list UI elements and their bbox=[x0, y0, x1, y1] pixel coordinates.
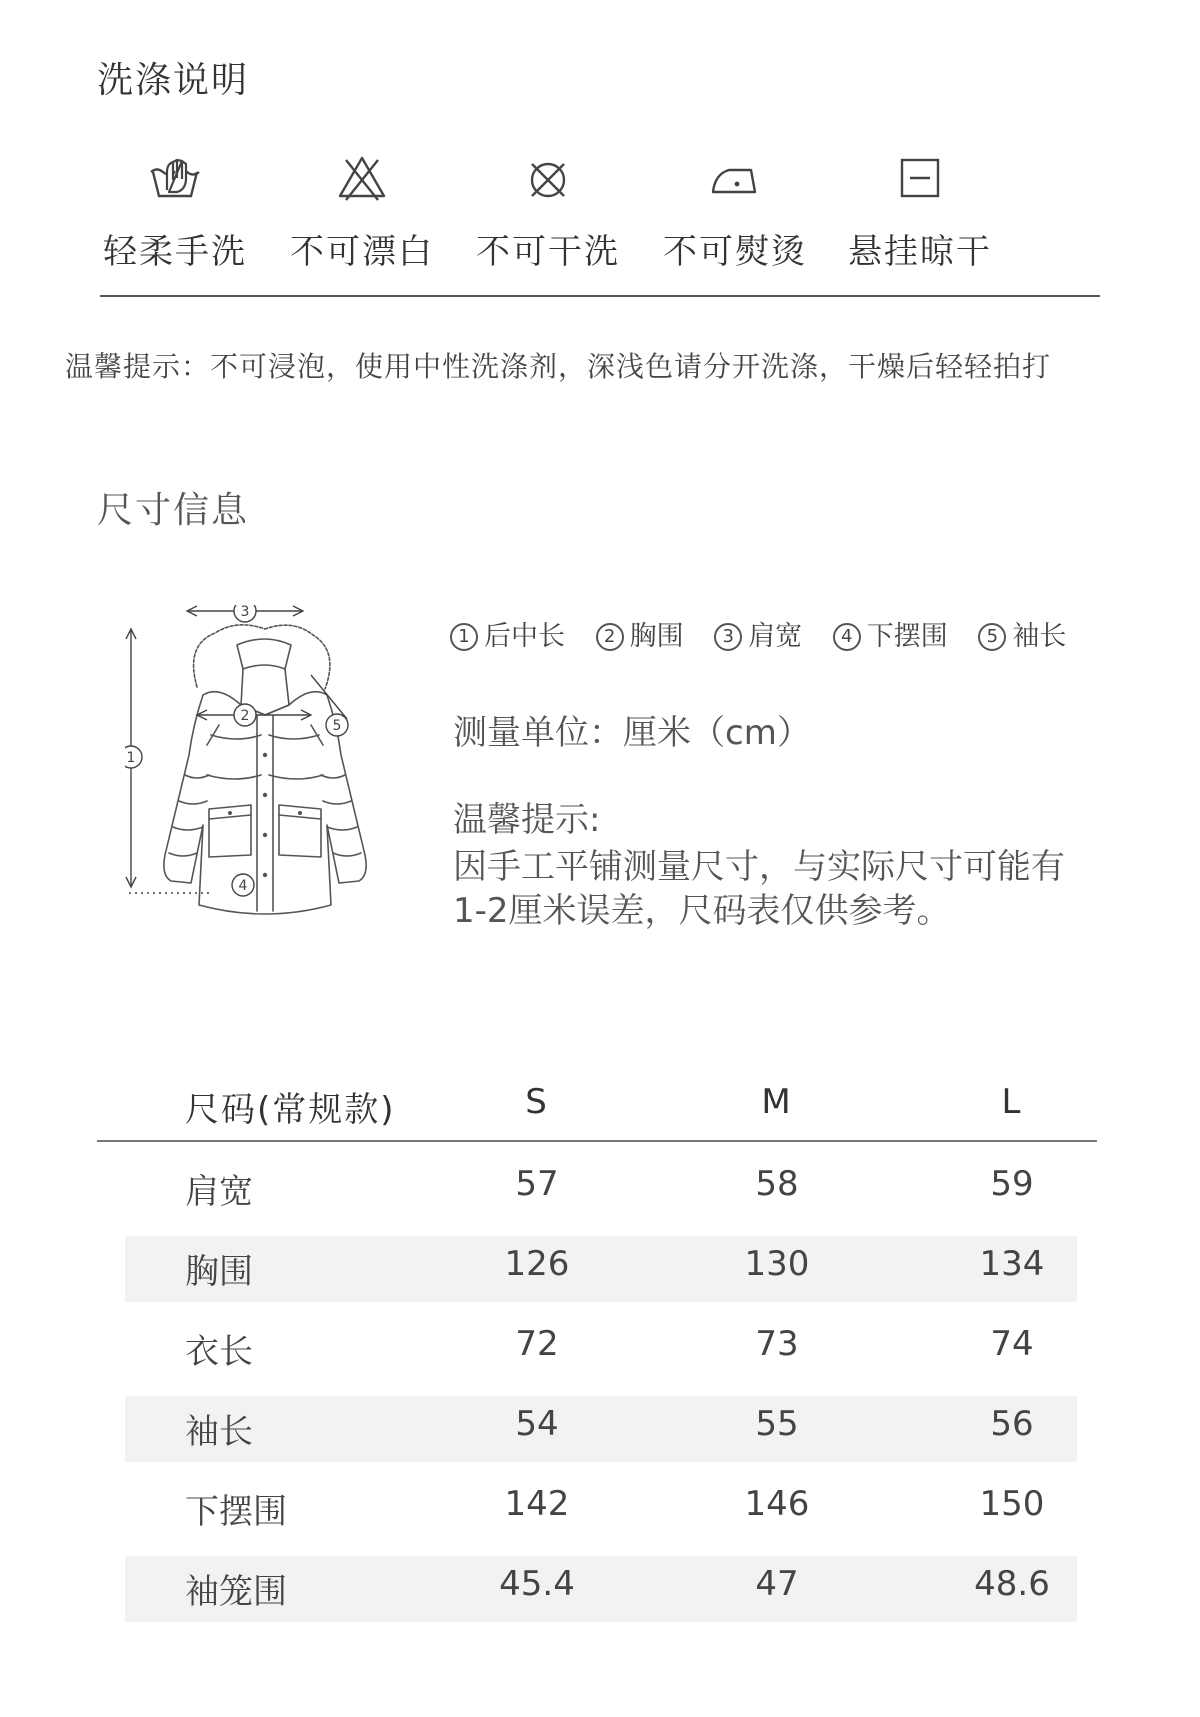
table-cell: 54 bbox=[515, 1404, 559, 1444]
hand-wash-icon bbox=[147, 150, 203, 206]
table-cell: 胸围 bbox=[185, 1252, 253, 1292]
table-row bbox=[97, 1302, 1097, 1382]
care-icons-row bbox=[100, 150, 1100, 280]
care-item-no-iron bbox=[645, 150, 825, 273]
table-cell: 45.4 bbox=[499, 1564, 575, 1604]
table-cell: 59 bbox=[990, 1164, 1034, 1204]
table-cell: 72 bbox=[515, 1324, 559, 1364]
table-cell: 48.6 bbox=[974, 1564, 1050, 1604]
table-cell: 56 bbox=[990, 1404, 1034, 1444]
table-row bbox=[97, 1462, 1097, 1542]
coat-measurement-illustration bbox=[125, 605, 415, 945]
table-cell: 肩宽 bbox=[185, 1172, 253, 1212]
legend-item: 5 袖长 bbox=[978, 614, 1066, 653]
table-header-row bbox=[97, 1060, 1097, 1142]
care-label-hang-dry: 悬挂晾干 bbox=[848, 232, 992, 272]
table-row bbox=[97, 1382, 1097, 1462]
care-label-hand-wash: 轻柔手洗 bbox=[103, 232, 247, 272]
measure-marker-4: 4 bbox=[238, 878, 248, 894]
measure-marker-2: 2 bbox=[240, 708, 250, 724]
no-iron-icon bbox=[707, 150, 763, 206]
care-label-no-iron: 不可熨烫 bbox=[663, 232, 807, 272]
care-label-no-dry-clean: 不可干洗 bbox=[476, 232, 620, 272]
measurement-legend bbox=[450, 614, 1088, 653]
no-dry-clean-icon bbox=[520, 150, 576, 206]
table-cell: 150 bbox=[979, 1484, 1045, 1524]
care-divider bbox=[100, 295, 1100, 297]
table-cell: 134 bbox=[979, 1244, 1045, 1284]
table-cell: 73 bbox=[755, 1324, 799, 1364]
size-tip-label: 温馨提示: bbox=[453, 800, 601, 840]
table-cell: 55 bbox=[755, 1404, 799, 1444]
no-bleach-icon bbox=[334, 150, 390, 206]
measure-marker-5: 5 bbox=[332, 718, 342, 734]
table-cell: 袖长 bbox=[185, 1412, 253, 1452]
table-header-cell: M bbox=[761, 1082, 793, 1122]
care-tip: 温馨提示：不可浸泡，使用中性洗涤剂，深浅色请分开洗涤，干燥后轻轻拍打 bbox=[65, 350, 1052, 383]
table-header-cell: 尺码(常规款) bbox=[185, 1090, 396, 1130]
measure-marker-3: 3 bbox=[240, 605, 250, 620]
table-cell: 47 bbox=[755, 1564, 799, 1604]
table-cell: 衣长 bbox=[185, 1332, 253, 1372]
table-header-cell: L bbox=[1001, 1082, 1023, 1122]
table-cell: 146 bbox=[744, 1484, 810, 1524]
care-label-no-bleach: 不可漂白 bbox=[290, 232, 434, 272]
care-section-title: 洗涤说明 bbox=[97, 60, 250, 101]
table-cell: 74 bbox=[990, 1324, 1034, 1364]
table-cell: 57 bbox=[515, 1164, 559, 1204]
measure-marker-1: 1 bbox=[126, 750, 136, 766]
table-row bbox=[97, 1542, 1097, 1622]
care-item-no-bleach bbox=[272, 150, 452, 273]
care-item-hand-wash bbox=[85, 150, 265, 273]
table-row bbox=[97, 1222, 1097, 1302]
care-item-no-dry-clean bbox=[458, 150, 638, 273]
care-item-hang-dry bbox=[830, 150, 1010, 273]
table-cell: 下摆围 bbox=[185, 1492, 287, 1532]
table-cell: 126 bbox=[504, 1244, 570, 1284]
table-cell: 58 bbox=[755, 1164, 799, 1204]
table-row bbox=[97, 1142, 1097, 1222]
size-section-title: 尺寸信息 bbox=[97, 490, 250, 531]
legend-item: 2 胸围 bbox=[596, 614, 684, 653]
legend-item: 3 肩宽 bbox=[714, 614, 802, 653]
table-header-cell: S bbox=[525, 1082, 549, 1122]
legend-item: 4 下摆围 bbox=[833, 614, 948, 653]
size-tip-text: 因手工平铺测量尺寸，与实际尺寸可能有1-2厘米误差，尺码表仅供参考。 bbox=[453, 847, 1065, 931]
table-cell: 142 bbox=[504, 1484, 570, 1524]
legend-item: 1 后中长 bbox=[450, 614, 565, 653]
hang-dry-icon bbox=[892, 150, 948, 206]
size-table bbox=[97, 1060, 1097, 1622]
measurement-unit: 测量单位：厘米（cm） bbox=[453, 713, 811, 753]
table-cell: 130 bbox=[744, 1244, 810, 1284]
table-cell: 袖笼围 bbox=[185, 1572, 287, 1612]
